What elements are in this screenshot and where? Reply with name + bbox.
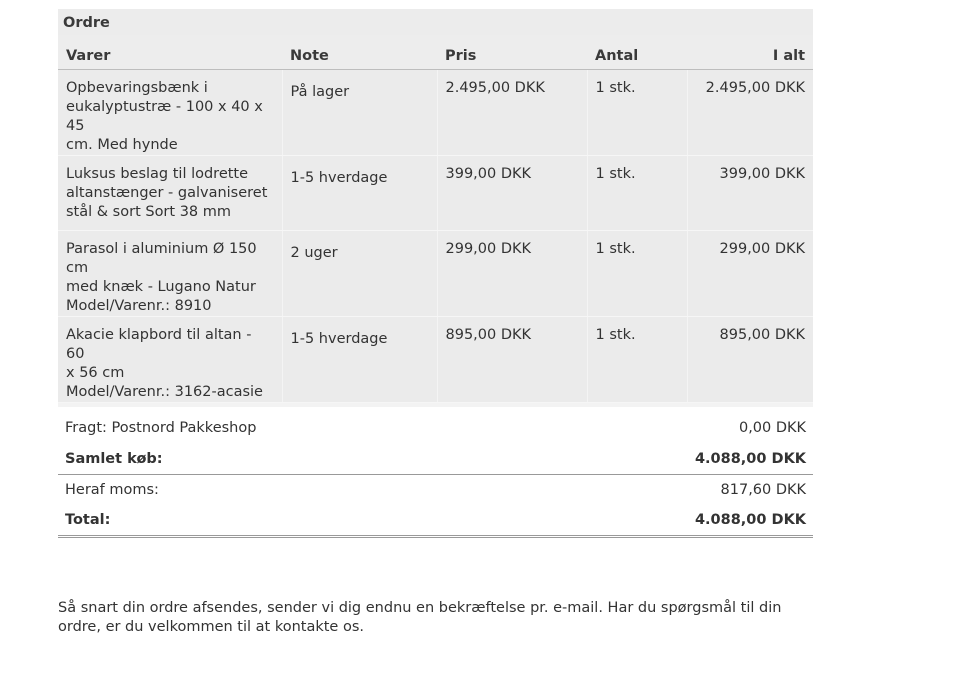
order-item-row xyxy=(58,316,813,402)
order-item-row xyxy=(58,230,813,316)
order-item-row xyxy=(58,155,813,230)
item-qty: 1 stk. xyxy=(587,155,687,230)
col-header-item: Varer xyxy=(58,35,282,69)
confirmation-note: Så snart din ordre afsendes, sender vi dig endnu en bekræftelse pr. e-mail. Har du spørgsmål til din ordre, er du velkommen til at kontakte os. xyxy=(58,599,782,635)
item-name-line: altanstænger - galvaniseret xyxy=(66,184,268,201)
item-name-line: eukalyptustræ - 100 x 40 x 45 xyxy=(66,98,263,134)
shipping-value: 0,00 DKK xyxy=(738,420,807,436)
item-name xyxy=(58,69,282,155)
item-name-line: Luksus beslag til lodrette xyxy=(66,165,249,182)
item-note: På lager xyxy=(282,69,437,155)
item-note: 1-5 hverdage xyxy=(282,316,437,402)
shipping-label: Fragt: Postnord Pakkeshop xyxy=(65,420,257,436)
item-name-line: Model/Varenr.: 3162-acasie xyxy=(66,383,263,400)
item-price: 399,00 DKK xyxy=(437,155,587,230)
item-qty: 1 stk. xyxy=(587,230,687,316)
total-value: 4.088,00 DKK xyxy=(587,506,813,537)
item-name-line: med knæk - Lugano Natur xyxy=(66,278,256,295)
item-name-line: x 56 cm xyxy=(66,364,125,381)
order-caption-row xyxy=(58,9,813,35)
item-name-line: Parasol i aluminium Ø 150 cm xyxy=(66,240,257,276)
item-name-line: Model/Varenr.: 8910 xyxy=(66,297,212,314)
order-title: Ordre xyxy=(58,9,813,35)
item-total: 2.495,00 DKK xyxy=(687,69,813,155)
shipping-row xyxy=(58,413,813,444)
subtotal-label: Samlet køb: xyxy=(58,444,587,475)
order-table xyxy=(58,9,813,538)
item-price: 2.495,00 DKK xyxy=(437,69,587,155)
item-name-line: stål & sort Sort 38 mm xyxy=(66,203,232,220)
item-name xyxy=(58,155,282,230)
total-row xyxy=(58,506,813,537)
vat-row xyxy=(58,475,813,506)
subtotal-row xyxy=(58,444,813,475)
item-price: 895,00 DKK xyxy=(437,316,587,402)
order-header-row xyxy=(58,35,813,69)
item-name xyxy=(58,316,282,402)
item-name xyxy=(58,230,282,316)
item-total: 895,00 DKK xyxy=(687,316,813,402)
item-price: 299,00 DKK xyxy=(437,230,587,316)
total-label: Total: xyxy=(58,506,587,537)
item-qty: 1 stk. xyxy=(587,316,687,402)
col-header-note: Note xyxy=(282,35,437,69)
item-qty: 1 stk. xyxy=(587,69,687,155)
col-header-total: I alt xyxy=(687,35,813,69)
order-item-row xyxy=(58,69,813,155)
item-note: 1-5 hverdage xyxy=(282,155,437,230)
vat-label: Heraf moms: xyxy=(65,482,159,499)
item-name-line: cm. Med hynde xyxy=(66,136,178,153)
item-total: 299,00 DKK xyxy=(687,230,813,316)
vat-value: 817,60 DKK xyxy=(720,482,807,499)
item-name-line: Akacie klapbord til altan - 60 xyxy=(66,326,252,362)
col-header-qty: Antal xyxy=(587,35,687,69)
item-total: 399,00 DKK xyxy=(687,155,813,230)
item-name-line: Opbevaringsbænk i xyxy=(66,79,208,96)
col-header-price: Pris xyxy=(437,35,587,69)
item-note: 2 uger xyxy=(282,230,437,316)
subtotal-value: 4.088,00 DKK xyxy=(587,444,813,475)
